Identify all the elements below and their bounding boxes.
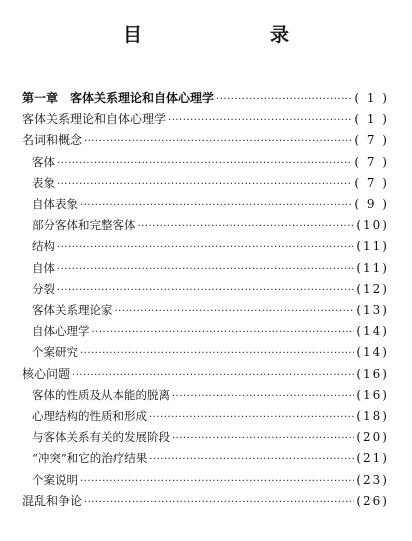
toc-page-number: (20) [356, 430, 389, 445]
dot-leader [149, 450, 354, 470]
toc-entry-label: 分裂 [32, 281, 55, 296]
toc-entry-row[interactable] [22, 130, 389, 150]
toc-page-number: (10) [356, 218, 389, 233]
toc-page-number: ( 7 ) [354, 175, 389, 190]
toc-entry-label: 个案研究 [32, 345, 78, 360]
dot-leader [172, 387, 354, 407]
dot-leader [84, 493, 354, 513]
toc-page-number: (21) [356, 451, 389, 466]
toc-entry-row[interactable] [22, 109, 389, 129]
toc-entry-label: 结构 [32, 239, 55, 254]
toc-page-number: (12) [356, 281, 389, 296]
toc-entry-label: 客体的性质及从本能的脱离 [32, 387, 170, 402]
toc-page-number: (11) [356, 239, 389, 254]
toc-entry-label: 第一章 客体关系理论和自体心理学 [22, 91, 215, 105]
toc-entry-label: 核心问题 [22, 366, 71, 381]
toc-entry-label: 客体关系理论家 [32, 303, 113, 317]
toc-entry-row[interactable] [22, 364, 389, 384]
dot-leader [80, 344, 354, 364]
dot-leader [115, 302, 355, 322]
dot-leader [57, 175, 352, 195]
toc-subentry-row[interactable] [32, 342, 389, 362]
toc-entry-label: 客体关系理论和自体心理学 [22, 112, 167, 127]
page-title: 目 录 [122, 24, 319, 46]
dot-leader [57, 260, 354, 280]
toc-subentry-row[interactable] [32, 427, 389, 447]
toc-page-number: ( 9 ) [354, 197, 389, 211]
toc-page-number: (26) [356, 493, 389, 508]
toc-entry-label: 表象 [32, 175, 55, 190]
dot-leader [57, 238, 354, 258]
toc-page-number: ( 7 ) [354, 133, 389, 148]
toc-page-number: ( 1 ) [354, 112, 389, 127]
toc-entry-label: 与客体关系有关的发展阶段 [32, 430, 170, 445]
dot-leader [57, 154, 352, 174]
toc-chapter-row[interactable] [22, 88, 389, 108]
toc-page-number: (16) [356, 387, 389, 402]
toc-subentry-row[interactable] [32, 470, 389, 490]
dot-leader [80, 196, 352, 216]
toc-page-number: (18) [356, 409, 389, 423]
toc-subentry-row[interactable] [32, 321, 389, 341]
dot-leader [168, 111, 352, 131]
toc-entry-label: 混乱和争论 [22, 493, 83, 508]
toc-entry-label: 个案说明 [32, 472, 78, 487]
toc-page-number: (13) [356, 303, 389, 317]
toc-subentry-row[interactable] [32, 385, 389, 405]
dot-leader [72, 366, 354, 386]
toc-entry-label: 部分客体和完整客体 [32, 218, 136, 233]
toc-subentry-row[interactable] [32, 173, 389, 193]
toc-page-number: ( 7 ) [354, 154, 389, 169]
dot-leader [149, 408, 354, 428]
dot-leader [138, 217, 355, 237]
toc-entry-label: “冲突”和它的治疗结果 [32, 451, 148, 466]
toc-page-number: (11) [356, 260, 389, 275]
toc-entry-label: 心理结构的性质和形成 [32, 409, 147, 423]
toc-subentry-row[interactable] [32, 300, 389, 320]
toc-subentry-row[interactable] [32, 258, 389, 278]
toc-subentry-row[interactable] [32, 406, 389, 426]
toc-page-number: (23) [356, 472, 389, 487]
dot-leader [84, 132, 352, 152]
toc-subentry-row[interactable] [32, 152, 389, 172]
dot-leader [216, 90, 352, 110]
dot-leader [172, 429, 354, 449]
toc-entry-label: 自体表象 [32, 197, 78, 211]
toc-entry-row[interactable] [22, 491, 389, 511]
toc-page-number: ( 1 ) [354, 91, 389, 105]
toc-page-number: (14) [356, 324, 389, 339]
toc-subentry-row[interactable] [32, 215, 389, 235]
toc-subentry-row[interactable] [32, 279, 389, 299]
dot-leader [80, 472, 354, 492]
dot-leader [92, 323, 355, 343]
toc-subentry-row[interactable] [32, 236, 389, 256]
dot-leader [57, 281, 354, 301]
toc-entry-label: 名词和概念 [22, 133, 83, 148]
toc-entry-label: 自体 [32, 260, 55, 275]
toc-subentry-row[interactable] [32, 448, 389, 468]
toc-page-number: (16) [356, 366, 389, 381]
toc-entry-label: 自体心理学 [32, 324, 90, 339]
toc-page-number: (14) [356, 345, 389, 360]
toc-entry-label: 客体 [32, 154, 55, 169]
toc-subentry-row[interactable] [32, 194, 389, 214]
